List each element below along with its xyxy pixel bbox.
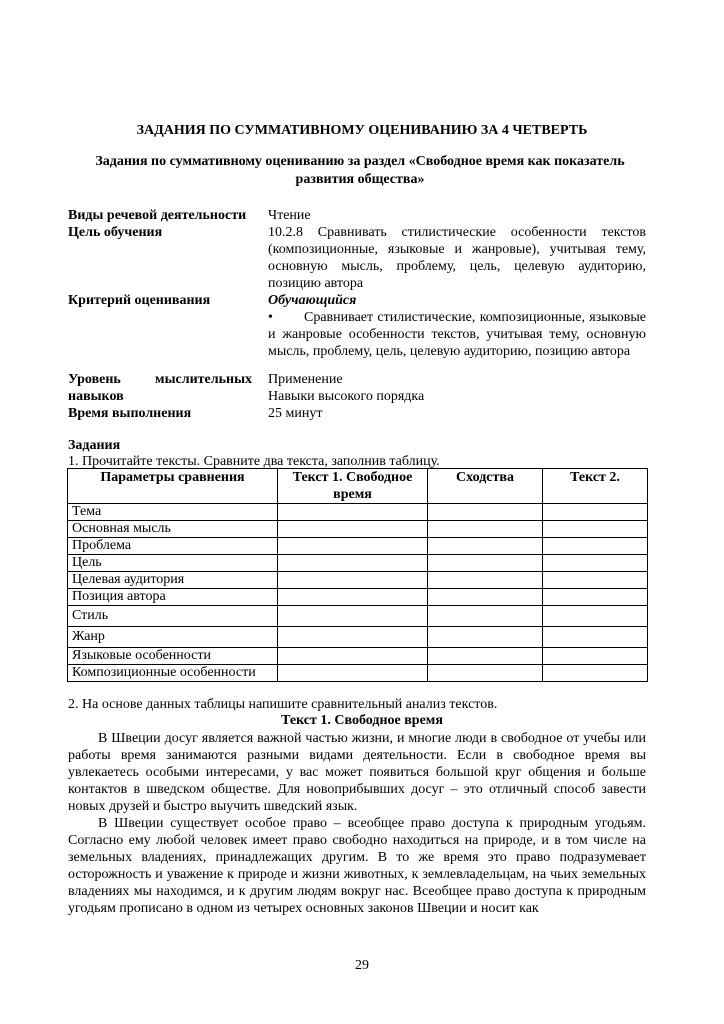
page-number: 29 — [355, 958, 369, 973]
row-label: Цель — [68, 555, 278, 572]
table-row — [68, 504, 648, 521]
speech-activity-label: Виды речевой деятельности — [68, 208, 247, 223]
header-parameters: Параметры сравнения — [68, 469, 278, 504]
table-cell[interactable] — [428, 627, 543, 648]
table-row — [68, 538, 648, 555]
table-cell[interactable] — [428, 555, 543, 572]
table-cell[interactable] — [428, 538, 543, 555]
table-cell[interactable] — [278, 606, 428, 627]
row-label: Жанр — [68, 627, 278, 648]
table-cell[interactable] — [278, 572, 428, 589]
table-cell[interactable] — [428, 521, 543, 538]
time-value: 25 минут — [268, 406, 323, 421]
table-cell[interactable] — [543, 665, 648, 682]
table-cell[interactable] — [278, 627, 428, 648]
table-row — [68, 521, 648, 538]
table-row — [68, 665, 648, 682]
table-cell[interactable] — [278, 648, 428, 665]
row-label: Языковые особенности — [68, 648, 278, 665]
learning-goal-value: 10.2.8 Сравнивать стилистические особенности текстов (композиционные, языковые и жанровые), учитывая тему, основную мысль, проблему, цель, целевую аудиторию, позицию автора — [268, 225, 646, 291]
criteria-label: Критерий оценивания — [68, 293, 211, 308]
row-label: Основная мысль — [68, 521, 278, 538]
speech-activity-value: Чтение — [268, 208, 311, 223]
table-row — [68, 648, 648, 665]
table-cell[interactable] — [278, 665, 428, 682]
task-2: 2. На основе данных таблицы напишите сравнительный анализ текстов. — [68, 697, 498, 712]
table-cell[interactable] — [428, 665, 543, 682]
table-cell[interactable] — [543, 521, 648, 538]
table-row — [68, 572, 648, 589]
table-cell[interactable] — [543, 504, 648, 521]
table-cell[interactable] — [543, 538, 648, 555]
table-cell[interactable] — [543, 572, 648, 589]
subtitle-line-1: Задания по суммативному оцениванию за раздел «Свободное время как показатель — [95, 154, 625, 169]
table-header-row — [68, 469, 648, 504]
row-label: Проблема — [68, 538, 278, 555]
table-cell[interactable] — [428, 589, 543, 606]
table-cell[interactable] — [278, 538, 428, 555]
row-label: Тема — [68, 504, 278, 521]
text1-paragraph-1: В Швеции досуг является важной частью жизни, и многие люди в свободное от учебы или работы время занимаются разными видами деятельности. Если в свободное время вы увлекаетесь особыми интересами, у вас может появиться большой круг общения и больше контактов в шведском обществе. Для новоприбывших досуг – это отличный способ завести новых друзей и быстро выучить шведский язык. — [68, 731, 646, 814]
learning-goal-label: Цель обучения — [68, 225, 163, 240]
comparison-table — [67, 468, 648, 682]
table-row — [68, 627, 648, 648]
criteria-value: Сравнивает стилистические, композиционные, языковые и жанровые особенности текстов, учитывая тему, основную мысль, проблему, цель, целевую аудиторию, позицию автора — [268, 310, 646, 359]
table-row — [68, 589, 648, 606]
table-cell[interactable] — [278, 589, 428, 606]
subtitle — [60, 153, 660, 189]
table-cell[interactable] — [278, 504, 428, 521]
table-cell[interactable] — [543, 606, 648, 627]
row-label: Позиция автора — [68, 589, 278, 606]
row-label: Стиль — [68, 606, 278, 627]
table-cell[interactable] — [428, 648, 543, 665]
header-similarities: Сходства — [428, 469, 543, 504]
task-1: 1. Прочитайте тексты. Сравните два текста, заполнив таблицу. — [68, 454, 440, 469]
row-label: Композиционные особенности — [68, 665, 278, 682]
thinking-level-label — [68, 371, 252, 388]
table-cell[interactable] — [428, 504, 543, 521]
time-label: Время выполнения — [68, 406, 192, 421]
table-row — [68, 606, 648, 627]
thinking-level-value-2: Навыки высокого порядка — [268, 389, 425, 404]
criteria-bullet: • — [268, 310, 273, 325]
table-cell[interactable] — [543, 648, 648, 665]
thinking-level-label-line-2: навыков — [68, 389, 124, 404]
thinking-level-value-1: Применение — [268, 372, 343, 387]
thinking-level-word-1: Уровень — [68, 372, 121, 387]
header-text1: Текст 1. Свободное время — [278, 469, 428, 504]
thinking-level-word-2: мыслительных — [155, 372, 252, 387]
subtitle-line-2: развития общества» — [295, 172, 425, 187]
table-cell[interactable] — [428, 606, 543, 627]
table-cell[interactable] — [543, 555, 648, 572]
main-title: ЗАДАНИЯ ПО СУММАТИВНОМУ ОЦЕНИВАНИЮ ЗА 4 ЧЕТВЕРТЬ — [136, 123, 588, 138]
criteria-heading: Обучающийся — [268, 293, 357, 308]
table-cell[interactable] — [278, 555, 428, 572]
text1-paragraph-2: В Швеции существует особое право – всеобщее право доступа к природным угодьям. Согласно ему любой человек имеет право свободно находиться на природе, и в том числе на земельных владениях, принадлежащих другим. В то же время это право подразумевает осторожность и уважение к природе и жизни животных, к землевладельцам, на чьих земельных владениях мы находимся, и к другим людям вокруг нас. Всеобщее право доступа к природным угодьям прописано в одном из четырех основных законов Швеции и носит как — [68, 816, 646, 916]
tasks-heading: Задания — [68, 438, 121, 453]
table-cell[interactable] — [278, 521, 428, 538]
table-cell[interactable] — [543, 589, 648, 606]
text1-title: Текст 1. Свободное время — [281, 713, 443, 728]
row-label: Целевая аудитория — [68, 572, 278, 589]
table-row — [68, 555, 648, 572]
header-text2: Текст 2. — [543, 469, 648, 504]
table-cell[interactable] — [543, 627, 648, 648]
table-cell[interactable] — [428, 572, 543, 589]
